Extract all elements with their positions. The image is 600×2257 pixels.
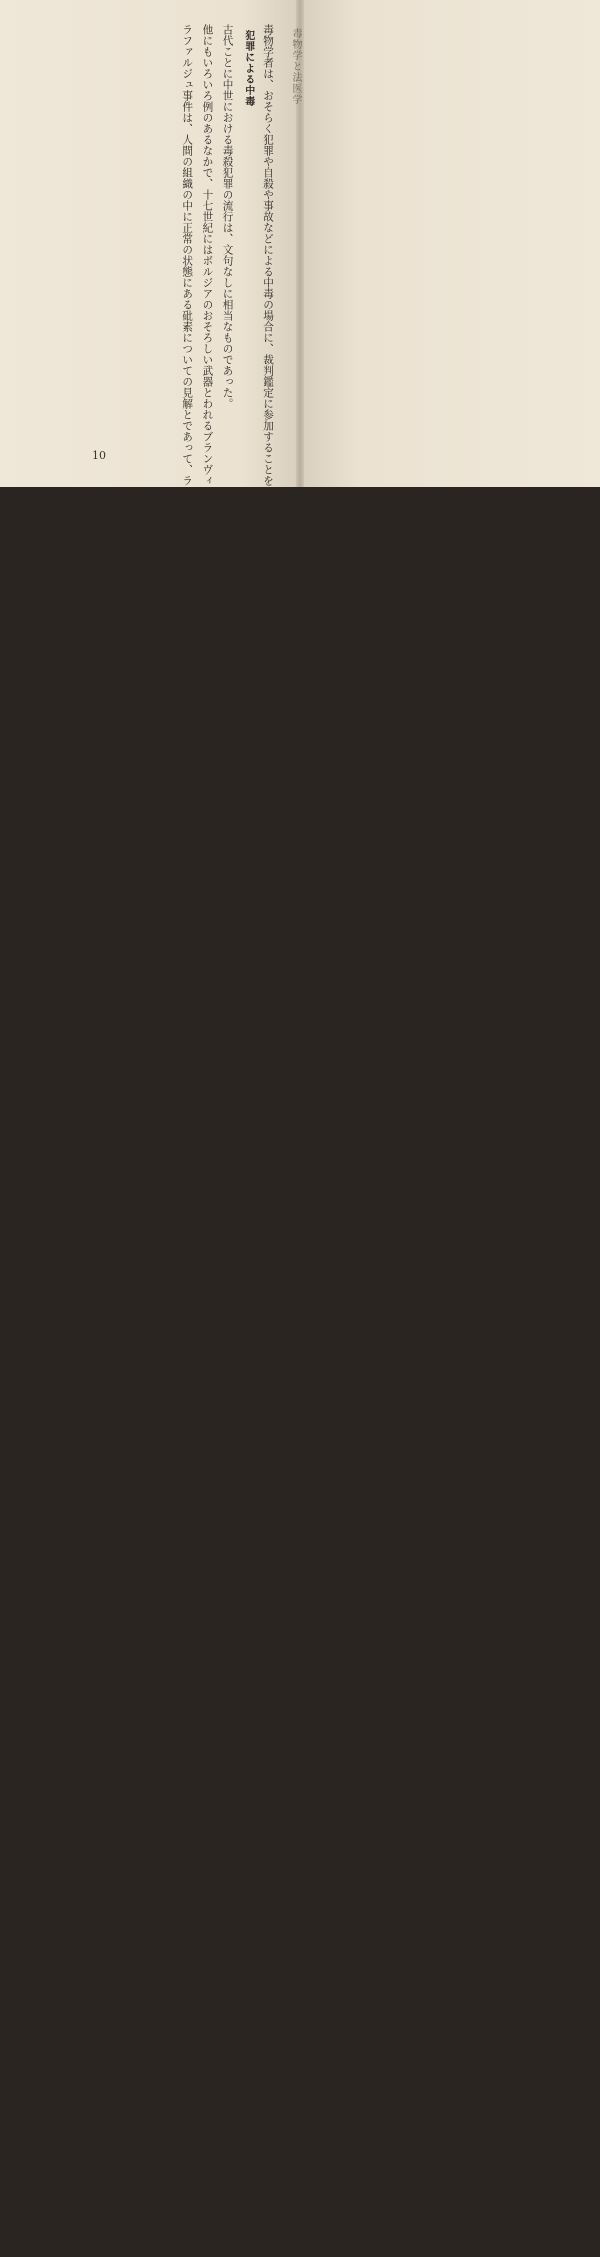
- paragraph: ラファルジュ事件は、人間の組織の中に正常の状態にある砒素についての見解とであって、ラスパイユ（化学者、一七九四―一八七八）は、砒素が裁判物所長官の椅子の中にさえ見出されることを計算していたのではないか。それはオルフィラ（有名な毒物学者、一七八七―一八五三）の意見をとぶっていたために、この砒素の問題が学界の論戦となった。このこと以来、砒素が自然界にひろく分: [181, 24, 194, 1982]
- page-number: 10: [92, 449, 106, 462]
- right-page: [300, 0, 600, 487]
- section-heading: 犯罪による中毒: [242, 30, 254, 107]
- paragraph: 古代ことに中世における毒殺犯罪の流行は、文句なしに相当なものであった。: [221, 24, 234, 409]
- running-head: 毒物学と法医学: [290, 28, 301, 105]
- paragraph: 毒物学者は、おそらく犯罪や自殺や事故などによる中毒の場合に、裁判鑑定に参加することをもとめられることがある。: [262, 24, 274, 618]
- paragraph: 他にもいろいろ例のあるなかで、十七世紀にはボルジアのおそろしい武器とわれるブランヴィリエ（悪魔的毒人）が盛んに用いられた。ついで十九世紀には、ラファルジュとダングヴァルの事件、ボカルメ、クーティ・ド・ラ・ポムレー、あるいはジボーの事件などが、長いあいだ世間の話題になった。これらの犯罪事件の話はしばしば繰りかえされているからここでは、それらの話から大切な教訓を一つずつ引き出すことしか興味がないように思う。: [201, 24, 214, 2257]
